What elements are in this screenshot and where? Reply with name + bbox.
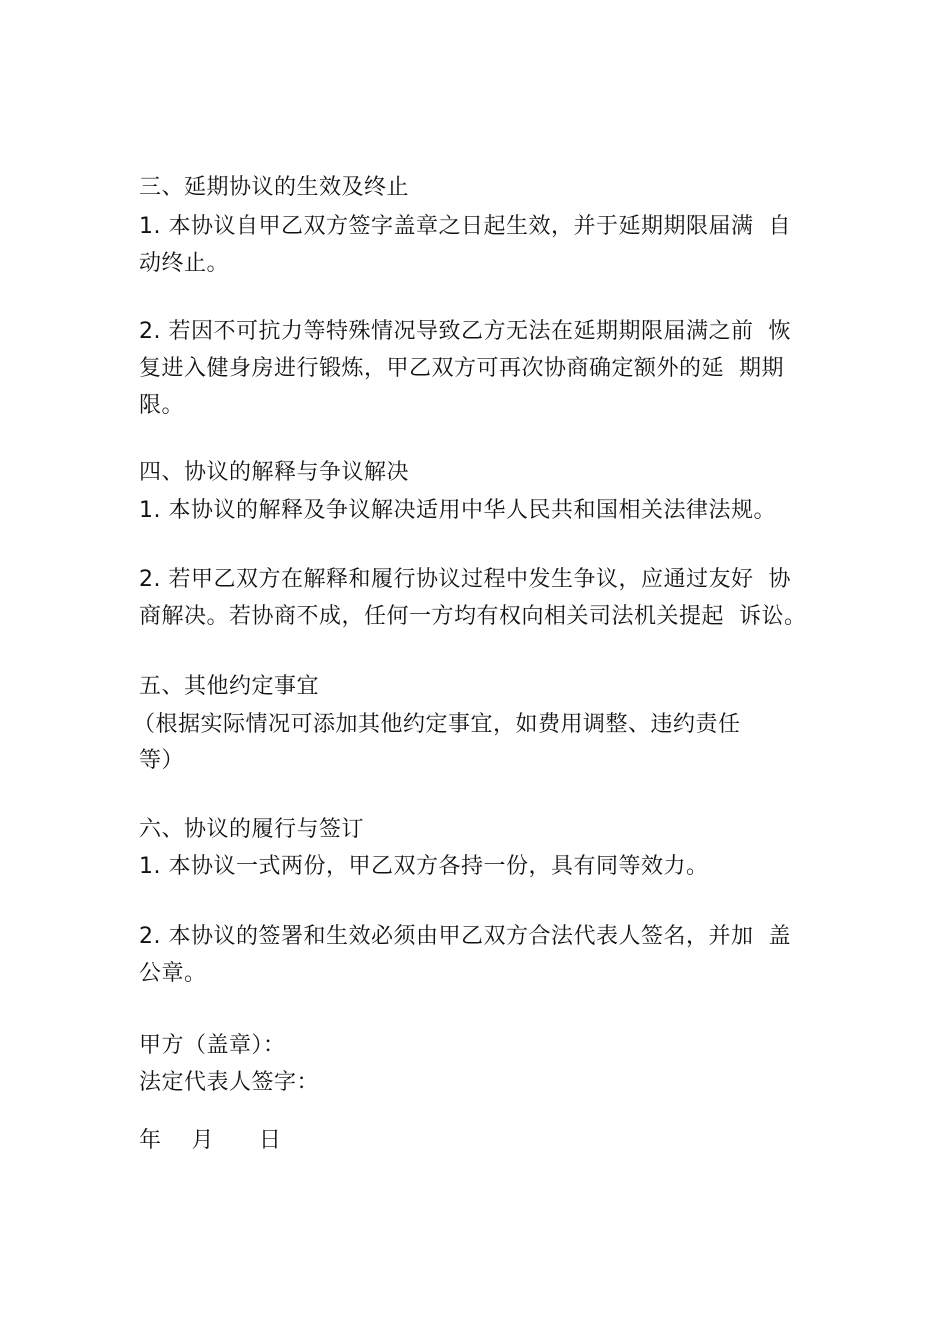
section-6-heading: 六、协议的履行与签订: [139, 817, 365, 842]
section-3-item-1-line-1: 1. 本协议自甲乙双方签字盖章之日起生效，并于延期期限届满 自: [139, 214, 791, 239]
section-3-item-2-line-3: 限。: [139, 393, 185, 418]
party-a-seal-label: 甲方（盖章）：: [139, 1033, 286, 1058]
section-4-item-1-line-1: 1. 本协议的解释及争议解决适用中华人民共和国相关法律法规。: [139, 498, 776, 523]
section-3-item-2-line-2: 复进入健身房进行锻炼，甲乙双方可再次协商确定额外的延 期期: [139, 356, 784, 381]
section-3-item-2-line-1: 2. 若因不可抗力等特殊情况导致乙方无法在延期期限届满之前 恢: [139, 319, 791, 344]
section-3-item-1-line-2: 动终止。: [139, 251, 230, 276]
section-4-item-2-line-1: 2. 若甲乙双方在解释和履行协议过程中发生争议，应通过友好 协: [139, 567, 791, 592]
representative-signature-label: 法定代表人签字：: [139, 1070, 320, 1095]
section-5-note-line-2: 等）: [139, 748, 185, 773]
section-5-note-line-1: （根据实际情况可添加其他约定事宜，如费用调整、违约责任: [133, 712, 741, 737]
section-4-item-2-line-2: 商解决。若协商不成，任何一方均有权向相关司法机关提起 诉讼。: [139, 604, 807, 629]
section-4-heading: 四、协议的解释与争议解决: [139, 460, 410, 485]
section-5-heading: 五、其他约定事宜: [139, 674, 320, 699]
signature-date-label: 年 月 日: [139, 1128, 282, 1153]
section-6-item-2-line-2: 公章。: [139, 961, 207, 986]
section-6-item-2-line-1: 2. 本协议的签署和生效必须由甲乙双方合法代表人签名，并加 盖: [139, 924, 791, 949]
section-6-item-1-line-1: 1. 本协议一式两份，甲乙双方各持一份，具有同等效力。: [139, 854, 709, 879]
section-3-heading: 三、延期协议的生效及终止: [139, 175, 410, 200]
